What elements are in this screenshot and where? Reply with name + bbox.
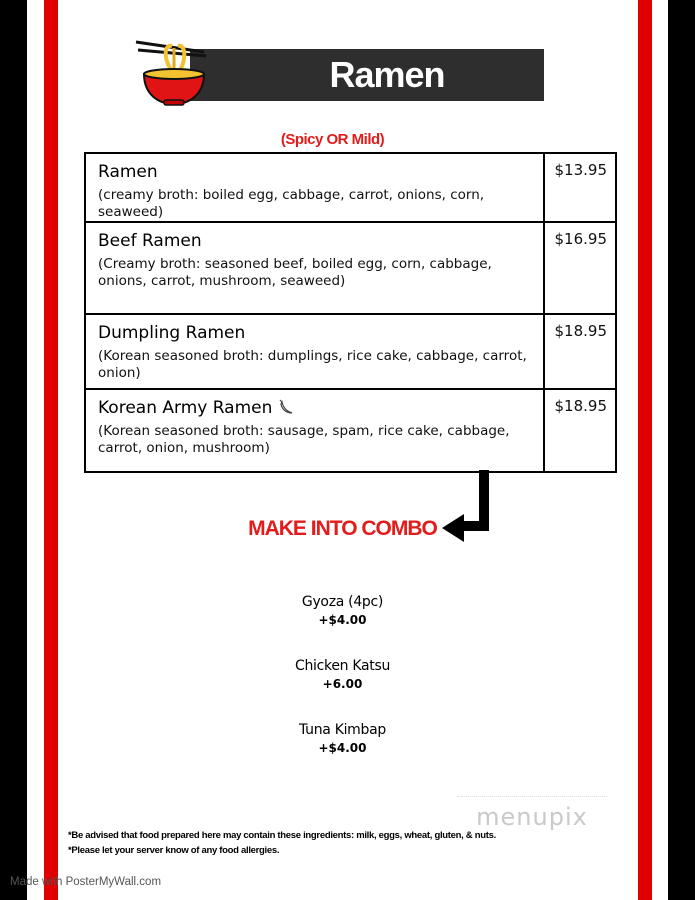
menupix-watermark: menupix [457,796,607,837]
menu-item-name: Korean Army Ramen [98,398,273,418]
menu-item-cell [85,222,544,314]
allergy-request-note: *Please let your server know of any food allergies. [68,845,280,856]
combo-item-price: +$4.00 [318,613,367,627]
menu-item-description: (creamy broth: boiled egg, cabbage, carrot, onions, corn, seaweed) [98,187,485,220]
menu-item-price: $16.95 [544,222,617,314]
right-black-border [668,0,695,900]
menu-item-cell [85,314,544,389]
menu-item-price: $18.95 [544,314,617,389]
combo-item-name: Gyoza (4pc) [301,594,384,610]
menu-item-cell [85,389,544,472]
ramen-menu-table [84,152,617,473]
combo-item [0,658,685,691]
allergy-advice-note: *Be advised that food prepared here may contain these ingredients: milk, eggs, wheat, gluten, & nuts. [68,830,496,841]
menu-item-name-row [98,397,537,419]
menu-row [85,389,616,472]
menu-item-name: Dumpling Ramen [98,323,246,343]
combo-item-price: +6.00 [322,677,363,691]
combo-item-name: Chicken Katsu [294,658,391,674]
menu-item-price: $18.95 [544,389,617,472]
menu-item-description: (Creamy broth: seasoned beef, boiled egg, corn, cabbage, onions, carrot, mushroom, seaweed) [98,256,492,289]
menu-item-description: (Korean seasoned broth: sausage, spam, rice cake, cabbage, carrot, onion, mushroom) [98,423,510,456]
combo-item-price: +$4.00 [318,741,367,755]
combo-item [0,594,685,627]
combo-item-name: Tuna Kimbap [299,722,386,738]
menu-item-name: Beef Ramen [98,231,202,251]
postermywall-credit: Made with PosterMyWall.com [10,876,162,888]
menu-item-price: $13.95 [544,153,617,222]
menu-row [85,153,616,222]
menu-item-name: Ramen [98,162,158,182]
page-title: Ramen [190,49,544,101]
combo-heading: MAKE INTO COMBO [248,517,437,540]
menu-row [85,314,616,389]
menu-item-cell [85,153,544,222]
menu-row [85,222,616,314]
menu-item-description: (Korean seasoned broth: dumplings, rice cake, cabbage, carrot, onion) [98,348,527,381]
chili-pepper-icon [278,399,294,415]
combo-item [0,722,685,755]
spice-option-subtitle: (Spicy OR Mild) [280,131,385,148]
ramen-bowl-icon [134,38,210,108]
